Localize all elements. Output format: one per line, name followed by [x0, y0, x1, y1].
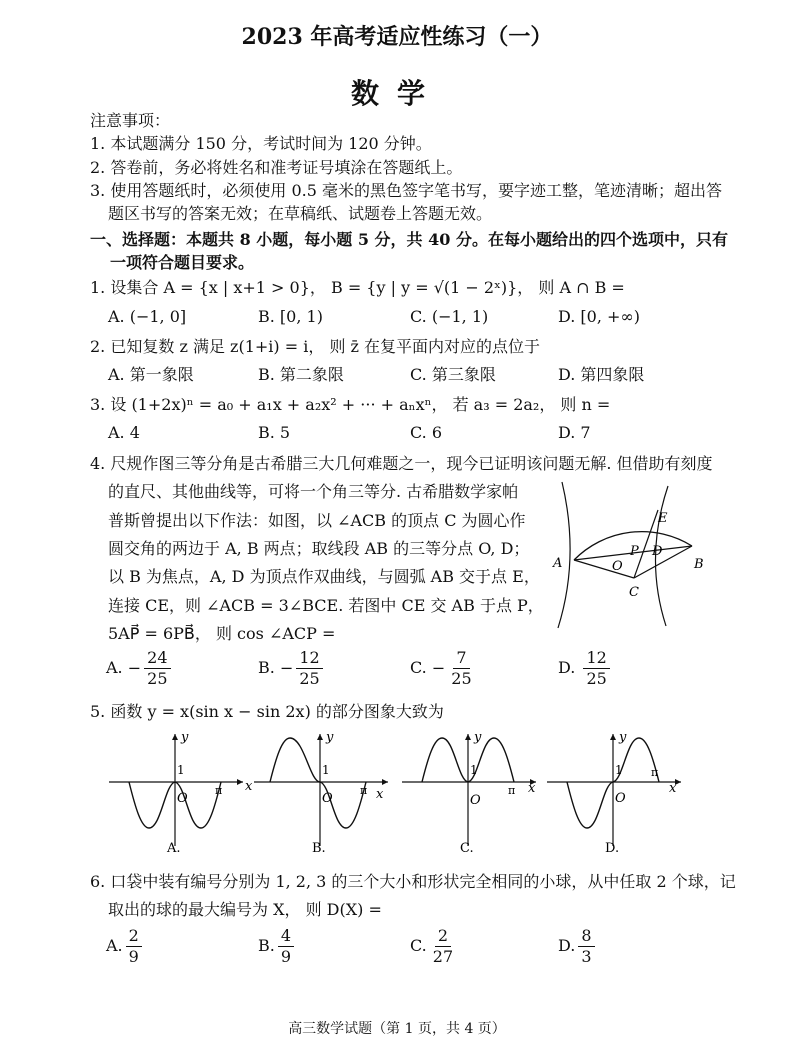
q6-stem-line1: 6. 口袋中装有编号分别为 1, 2, 3 的三个大小和形状完全相同的小球，从中任取 2 个球，记: [90, 872, 736, 891]
q4-option-c: C. − $\frac{7}{25}$: [410, 648, 472, 688]
q5d-y-label: y: [619, 730, 627, 745]
section-heading-cont: 一项符合题目要求。: [110, 253, 255, 272]
q4-geometry-figure: [540, 480, 740, 630]
q5c-y-label: y: [474, 730, 482, 745]
q5-graph-a: [105, 728, 253, 854]
q4-label-d: D: [652, 544, 663, 559]
q5d-pi-label: π: [651, 766, 659, 779]
q4-stem-line4: 圆交角的两边于 A, B 两点；取线段 AB 的三等分点 O, D；: [108, 539, 530, 558]
q1-option-a: A. (−1, 0]: [108, 307, 187, 326]
q5c-x-label: x: [528, 781, 536, 796]
q6-stem-line2: 取出的球的最大编号为 X， 则 D(X) =: [108, 900, 382, 919]
q4-label-p: P: [630, 544, 639, 559]
q4-stem-line1: 4. 尺规作图三等分角是古希腊三大几何难题之一，现今已证明该问题无解. 但借助有刻度: [90, 454, 713, 473]
q4-option-d: D. $\frac{12}{25}$: [558, 648, 610, 689]
q2-option-d: D. 第四象限: [558, 365, 645, 384]
q4-option-a: A. − $\frac{24}{25}$: [106, 648, 171, 689]
q5b-one-label: 1: [322, 763, 330, 777]
q4-label-a: A: [553, 556, 563, 571]
q4-stem-line6: 连接 CE，则 ∠ACB = 3∠BCE. 若图中 CE 交 AB 于点 P，: [108, 596, 544, 615]
q4-label-o: O: [612, 559, 623, 574]
q6-option-c: C. $\frac{2}{27}$: [410, 926, 454, 966]
q5-graph-d: [543, 728, 691, 854]
q3-option-c: C. 6: [410, 423, 443, 442]
q4-label-e: E: [658, 511, 668, 526]
subject-title: 数学: [350, 77, 443, 110]
q3-stem: 3. 设 (1+2x)ⁿ = a₀ + a₁x + a₂x² + ··· + aₙxⁿ， 若 a₃ = 2a₂， 则 n =: [90, 395, 611, 414]
q1-option-b: B. [0, 1): [258, 307, 323, 326]
q4-option-b: B. − $\frac{12}{25}$: [258, 648, 323, 689]
q5a-origin-label: O: [177, 791, 188, 806]
q5c-pi-label: π: [508, 784, 516, 797]
q4-stem-line2: 的直尺、其他曲线等，可将一个角三等分. 古希腊数学家帕: [108, 482, 519, 501]
q5b-x-label: x: [376, 787, 384, 802]
notice-item-3: 3. 使用答题纸时，必须使用 0.5 毫米的黑色签字笔书写，要字迹工整，笔迹清晰；超出答: [90, 181, 722, 200]
q5-option-d: D.: [605, 841, 620, 854]
q6-option-a: A. $\frac{2}{9}$: [106, 926, 142, 967]
q2-option-c: C. 第三象限: [410, 365, 496, 384]
q6-option-b: B. $\frac{4}{9}$: [258, 926, 294, 967]
q5a-x-label: x: [245, 779, 253, 794]
q5b-origin-label: O: [322, 791, 333, 806]
q6-option-d: D. $\frac{8}{3}$: [558, 926, 595, 967]
q5d-one-label: 1: [615, 763, 623, 777]
notice-item-2: 2. 答卷前，务必将姓名和准考证号填涂在答题纸上。: [90, 158, 463, 177]
q5d-x-label: x: [669, 781, 677, 796]
q3-option-d: D. 7: [558, 423, 591, 442]
page-footer: 高三数学试题（第 1 页，共 4 页）: [288, 1021, 506, 1037]
q5-option-c: C.: [460, 841, 474, 854]
q4-stem-line5: 以 B 为焦点，A, D 为顶点作双曲线，与圆弧 AB 交于点 E，: [108, 567, 540, 586]
exam-title: 2023 年高考适应性练习（一）: [241, 24, 553, 50]
q1-option-d: D. [0, +∞): [558, 307, 640, 326]
q5-stem: 5. 函数 y = x(sin x − sin 2x) 的部分图象大致为: [90, 702, 444, 721]
q5a-pi-label: π: [215, 784, 223, 797]
q2-option-b: B. 第二象限: [258, 365, 344, 384]
q3-option-a: A. 4: [108, 423, 140, 442]
q4-stem-line7: 5AP⃗ = 6PB⃗， 则 cos ∠ACP =: [108, 624, 336, 643]
q5c-origin-label: O: [470, 793, 481, 808]
q5d-origin-label: O: [615, 791, 626, 806]
q3-option-b: B. 5: [258, 423, 291, 442]
q2-option-a: A. 第一象限: [108, 365, 194, 384]
q2-stem: 2. 已知复数 z 满足 z(1+i) = i， 则 z̄ 在复平面内对应的点位于: [90, 337, 541, 356]
q5-option-b: B.: [312, 841, 326, 854]
q1-stem: 1. 设集合 A = {x | x+1 > 0}， B = {y | y = √(1 − 2ˣ)}， 则 A ∩ B =: [90, 278, 625, 297]
notice-item-1: 1. 本试题满分 150 分，考试时间为 120 分钟。: [90, 134, 432, 153]
q5-graph-b: [250, 728, 398, 854]
notice-item-3-cont: 题区书写的答案无效；在草稿纸、试题卷上答题无效。: [108, 204, 493, 223]
q5-graph-c: [398, 728, 546, 854]
q5a-y-label: y: [181, 730, 189, 745]
q4-label-b: B: [694, 557, 704, 572]
q5b-pi-label: π: [360, 784, 368, 797]
q5c-one-label: 1: [470, 763, 478, 777]
q5a-one-label: 1: [177, 763, 185, 777]
q4-stem-line3: 普斯曾提出以下作法：如图，以 ∠ACB 的顶点 C 为圆心作: [108, 511, 526, 530]
q4-label-c: C: [629, 585, 639, 600]
q5-option-a: A.: [167, 841, 181, 854]
section-heading: 一、选择题：本题共 8 小题，每小题 5 分，共 40 分。在每小题给出的四个选项中，只有: [90, 230, 728, 249]
q1-option-c: C. (−1, 1): [410, 307, 489, 326]
notice-heading: 注意事项：: [90, 111, 171, 130]
q5b-y-label: y: [326, 730, 334, 745]
